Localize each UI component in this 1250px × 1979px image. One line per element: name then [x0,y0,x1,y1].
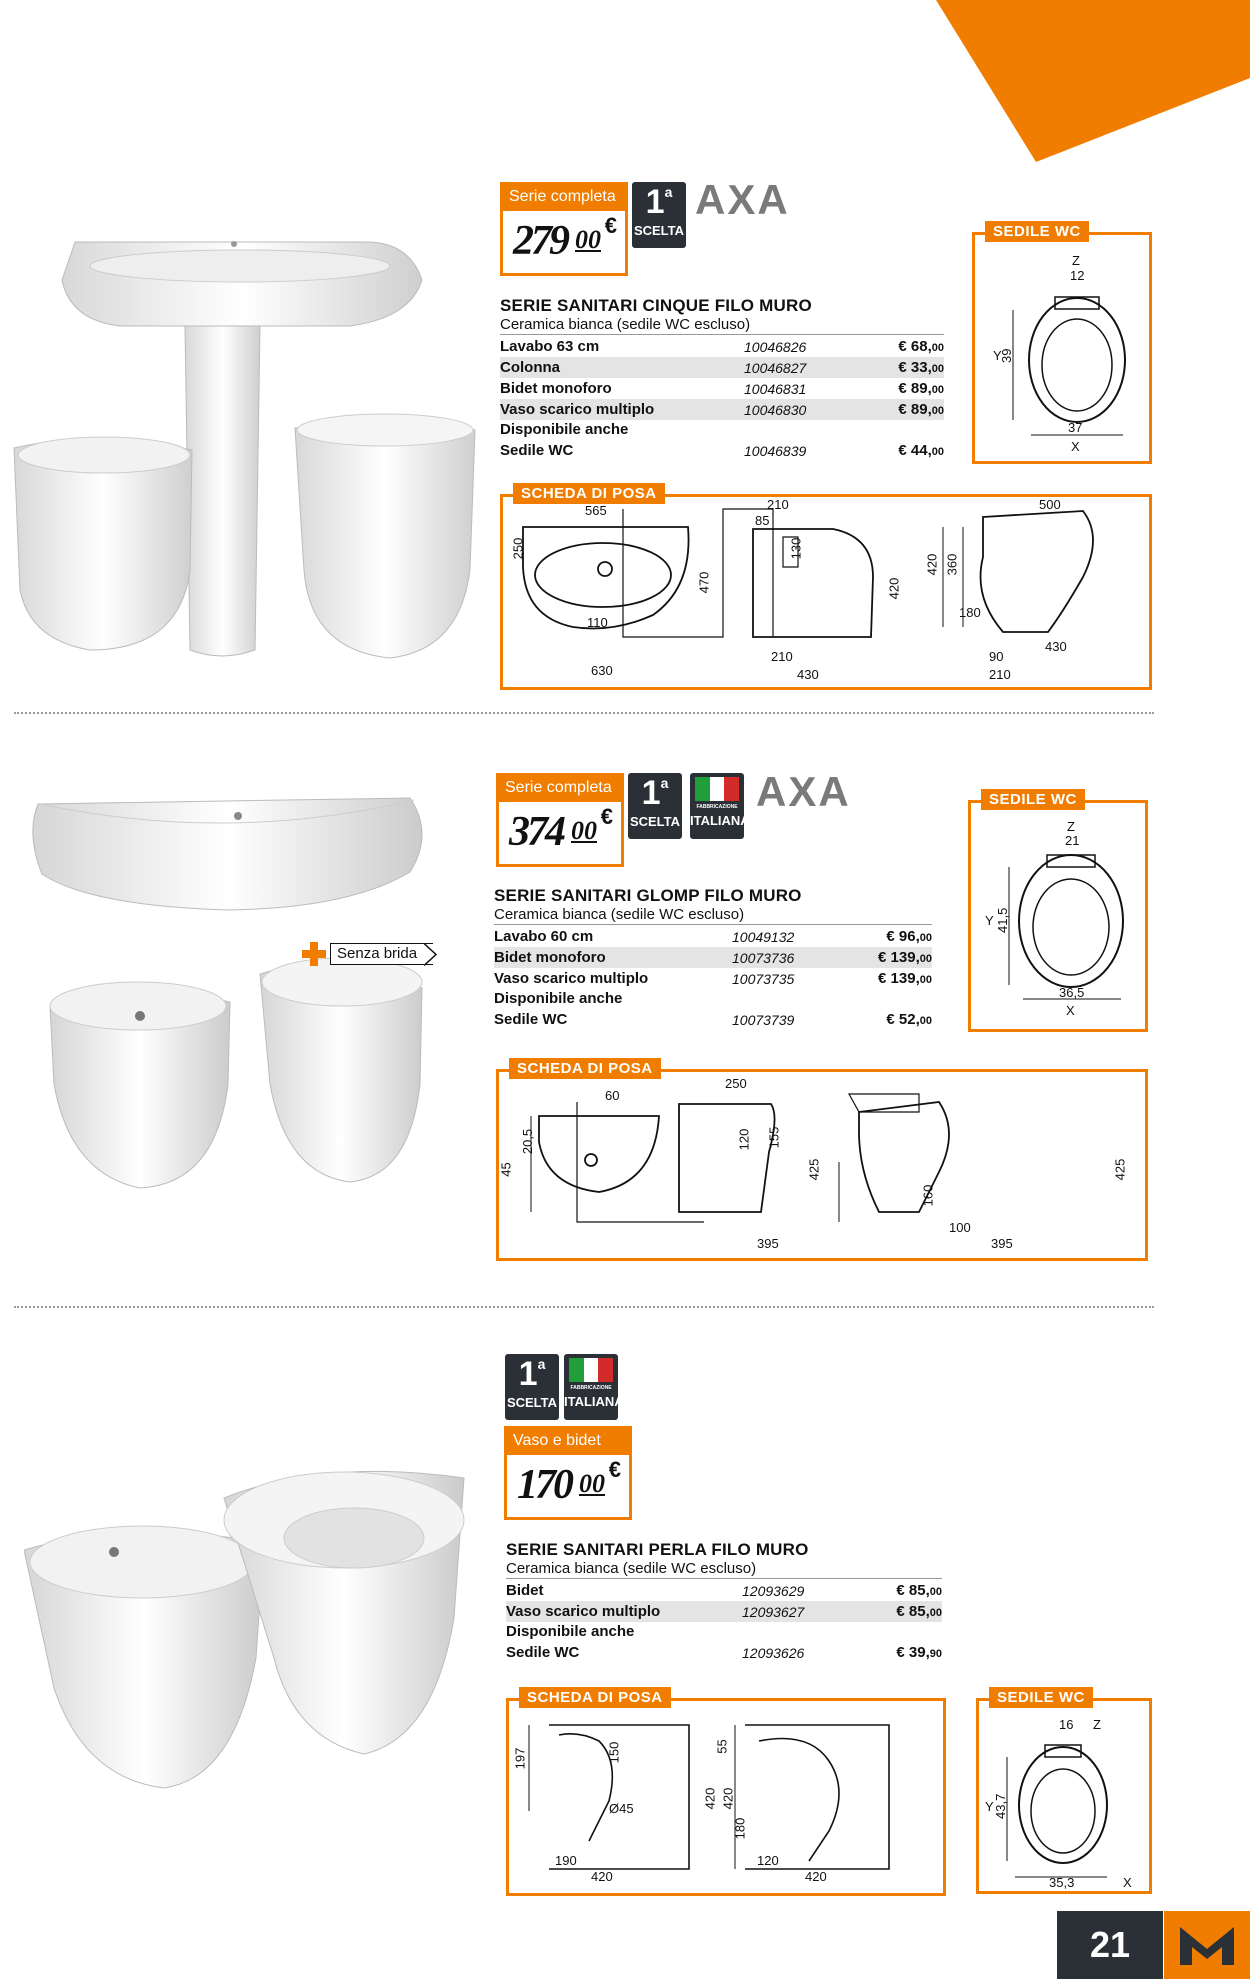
seat-x-value: 35,3 [1049,1875,1075,1890]
badge-number: 1 [645,183,665,221]
badge-big-text: ITALIANA [690,813,750,828]
product-photo-glomp [30,784,430,1194]
item-name: Bidet monoforo [494,949,606,966]
item-code: 12093627 [742,1603,805,1620]
dim-label: 100 [949,1220,971,1235]
item-code: 10046831 [744,380,807,397]
price-row-extra [494,1009,932,1030]
dim-label: 430 [797,667,819,682]
dim-label: 430 [1045,639,1067,654]
item-price: € 85,00 [896,1603,942,1620]
seat-diagram [971,803,1145,1029]
item-code: 10073735 [732,970,795,987]
item-name: Colonna [500,359,560,376]
dim-label: 197 [512,1747,528,1770]
seat-x-letter: X [1066,1003,1075,1018]
separator [14,712,1154,714]
seat-diagram [979,1701,1149,1891]
seat-x-letter: X [1123,1875,1132,1890]
seat-z-value: 16 [1059,1717,1074,1732]
installation-panel [500,485,1152,690]
product-info [494,886,932,1030]
seat-panel-label: SEDILE WC [981,789,1085,810]
seat-panel [968,791,1148,1032]
price-tag [496,773,624,867]
dim-label: 425 [1112,1158,1128,1181]
item-code: 10073739 [732,1011,795,1028]
item-name: Sedile WC [506,1644,580,1661]
dim-label: 420 [702,1787,718,1810]
price-row-extra [500,440,944,461]
price-row [500,357,944,378]
price-row [500,336,944,357]
seat-panel-label: SEDILE WC [989,1687,1093,1708]
installation-diagram [503,497,1149,687]
seat-z-value: 12 [1070,268,1085,283]
currency-symbol: € [608,1457,621,1482]
dim-label: 180 [732,1817,748,1840]
item-name: Lavabo 63 cm [500,338,600,355]
price-label: Vaso e bidet [507,1429,629,1455]
product-info [500,296,944,461]
dim-label: 210 [989,667,1011,682]
price-label: Serie completa [503,185,625,211]
currency-symbol: € [600,804,613,829]
item-code: 12093629 [742,1582,805,1599]
installation-panel-label: SCHEDA DI POSA [519,1687,671,1708]
item-price: € 139,00 [878,970,932,987]
badge-number: 1 [518,1355,538,1393]
badge-superscript: a [664,184,673,200]
senza-brida-badge [302,942,426,966]
dim-label: 395 [757,1236,779,1251]
product-title: SERIE SANITARI PERLA FILO MURO [506,1540,809,1559]
product-photo-perla [24,1458,484,1808]
product-title: SERIE SANITARI GLOMP FILO MURO [494,886,802,905]
badge-big-text: ITALIANA [564,1394,624,1409]
senza-brida-text: Senza brida [337,945,418,962]
available-label: Disponibile anche [506,1623,635,1640]
item-price: € 139,00 [878,949,932,966]
seat-panel [976,1689,1152,1894]
italian-flag-icon [569,1358,613,1382]
dim-label: 420 [886,577,902,600]
seat-z-letter: Z [1072,253,1080,268]
price-label: Serie completa [499,776,621,802]
price-row [494,926,932,947]
dim-label: 85 [755,513,770,528]
item-price: € 52,00 [886,1011,932,1028]
item-code: 10046826 [744,338,807,355]
item-price: € 44,00 [898,442,944,459]
item-price: € 85,00 [896,1582,942,1599]
item-price: € 89,00 [898,401,944,418]
dim-label: 420 [720,1787,736,1810]
dim-label: 60 [605,1088,620,1103]
seat-y-value: 41,5 [995,907,1010,933]
item-code: 10046827 [744,359,807,376]
dim-label: 45 [498,1162,514,1177]
dim-label: 55 [714,1739,730,1754]
available-label: Disponibile anche [494,990,623,1007]
prima-scelta-badge [505,1354,559,1420]
item-code: 10073736 [732,949,795,966]
seat-x-value: 36,5 [1059,985,1085,1000]
made-in-italy-badge [690,773,750,839]
price-row [506,1580,942,1601]
dim-label: 250 [725,1076,747,1091]
seat-diagram [975,235,1149,461]
seat-z-letter: Z [1093,1717,1101,1732]
seat-x-value: 37 [1068,420,1083,435]
price-row-extra [506,1642,942,1663]
brand-logo-axa: AXA [756,768,851,815]
dim-label: 120 [736,1128,752,1151]
dim-label: 210 [767,497,789,512]
dim-label: 155 [766,1126,782,1149]
item-price: € 89,00 [898,380,944,397]
item-name: Sedile WC [500,442,574,459]
dim-label: 630 [591,663,613,678]
badge-number: 1 [641,774,661,812]
seat-x-letter: X [1071,439,1080,454]
installation-panel [496,1060,1148,1261]
item-name: Lavabo 60 cm [494,928,594,945]
item-code: 10049132 [732,928,795,945]
seat-y-value: 39 [999,348,1014,363]
dim-label: 90 [989,649,1004,664]
dim-label: 110 [587,615,608,630]
item-price: € 68,00 [898,338,944,355]
price-cents: 00 [575,225,601,254]
item-name: Vaso scarico multiplo [494,970,649,987]
price-integer: 170 [517,1462,571,1508]
item-code: 10046839 [744,442,807,459]
dim-label: 250 [510,537,526,560]
dim-label: 395 [991,1236,1013,1251]
item-price: € 39,90 [896,1644,942,1661]
seat-z-letter: Z [1067,819,1075,834]
price-cents: 00 [571,816,597,845]
dim-label: 20,5 [520,1128,536,1155]
brand-m-logo-icon [1164,1911,1250,1979]
item-code: 10046830 [744,401,807,418]
item-price: € 96,00 [886,928,932,945]
price-row [494,947,932,968]
dim-label: 180 [959,605,981,620]
badge-superscript: a [537,1356,546,1372]
product-subtitle: Ceramica bianca (sedile WC escluso) [494,906,932,925]
dim-label: 420 [924,553,940,576]
product-title: SERIE SANITARI CINQUE FILO MURO [500,296,812,315]
dim-label: 500 [1039,497,1061,512]
seat-y-letter: Y [993,348,1002,363]
italian-flag-icon [695,777,739,801]
badge-label: SCELTA [629,814,681,829]
dim-label: 425 [806,1158,822,1181]
product-info [506,1540,942,1663]
price-tag [500,182,628,276]
price-row [500,399,944,420]
page-number: 21 [1057,1911,1163,1979]
item-code: 12093626 [742,1644,805,1661]
item-name: Bidet monoforo [500,380,612,397]
item-price: € 33,00 [898,359,944,376]
dim-label: 360 [944,553,960,576]
seat-y-letter: Y [985,1799,994,1814]
installation-diagram [499,1072,1145,1258]
dim-label: 565 [585,503,607,518]
badge-label: SCELTA [633,223,685,238]
price-integer: 374 [509,809,563,855]
made-in-italy-badge [564,1354,624,1420]
dim-label: 420 [591,1869,613,1884]
dim-label: 120 [757,1853,779,1868]
dim-label: 130 [788,537,804,560]
price-row [500,378,944,399]
plus-icon [302,942,326,966]
seat-panel [972,223,1152,464]
price-row [494,968,932,989]
available-label: Disponibile anche [500,421,629,438]
product-photo-cinque [10,230,495,670]
brand-logo-axa: AXA [695,176,790,223]
dim-label: 150 [606,1741,622,1764]
item-name: Vaso scarico multiplo [500,401,655,418]
dim-label: 210 [771,649,793,664]
seat-y-value: 43,7 [993,1793,1008,1819]
seat-y-letter: Y [985,913,994,928]
badge-label: SCELTA [506,1395,558,1410]
seat-panel-label: SEDILE WC [985,221,1089,242]
separator [14,1306,1154,1308]
item-name: Sedile WC [494,1011,568,1028]
item-name: Bidet [506,1582,544,1599]
price-row [506,1601,942,1622]
badge-small-text: FABBRICAZIONE [696,804,738,810]
price-integer: 279 [513,218,567,264]
installation-panel-label: SCHEDA DI POSA [509,1058,661,1079]
badge-superscript: a [660,775,669,791]
seat-z-value: 21 [1065,833,1080,848]
product-subtitle: Ceramica bianca (sedile WC escluso) [506,1560,942,1579]
dim-label: 420 [805,1869,827,1884]
arrow-tip-icon [424,943,438,966]
price-tag [504,1426,632,1520]
corner-triangle-decoration [0,0,1250,170]
dim-label: 160 [920,1184,936,1207]
price-cents: 00 [579,1469,605,1498]
installation-panel-label: SCHEDA DI POSA [513,483,665,504]
dim-label: 190 [555,1853,577,1868]
prima-scelta-badge [628,773,682,839]
installation-panel [506,1689,946,1896]
dim-label: 470 [696,571,712,594]
prima-scelta-badge [632,182,686,248]
currency-symbol: € [604,213,617,238]
product-subtitle: Ceramica bianca (sedile WC escluso) [500,316,944,335]
dim-label: Ø45 [609,1801,634,1816]
badge-small-text: FABBRICAZIONE [570,1385,612,1391]
item-name: Vaso scarico multiplo [506,1603,661,1620]
